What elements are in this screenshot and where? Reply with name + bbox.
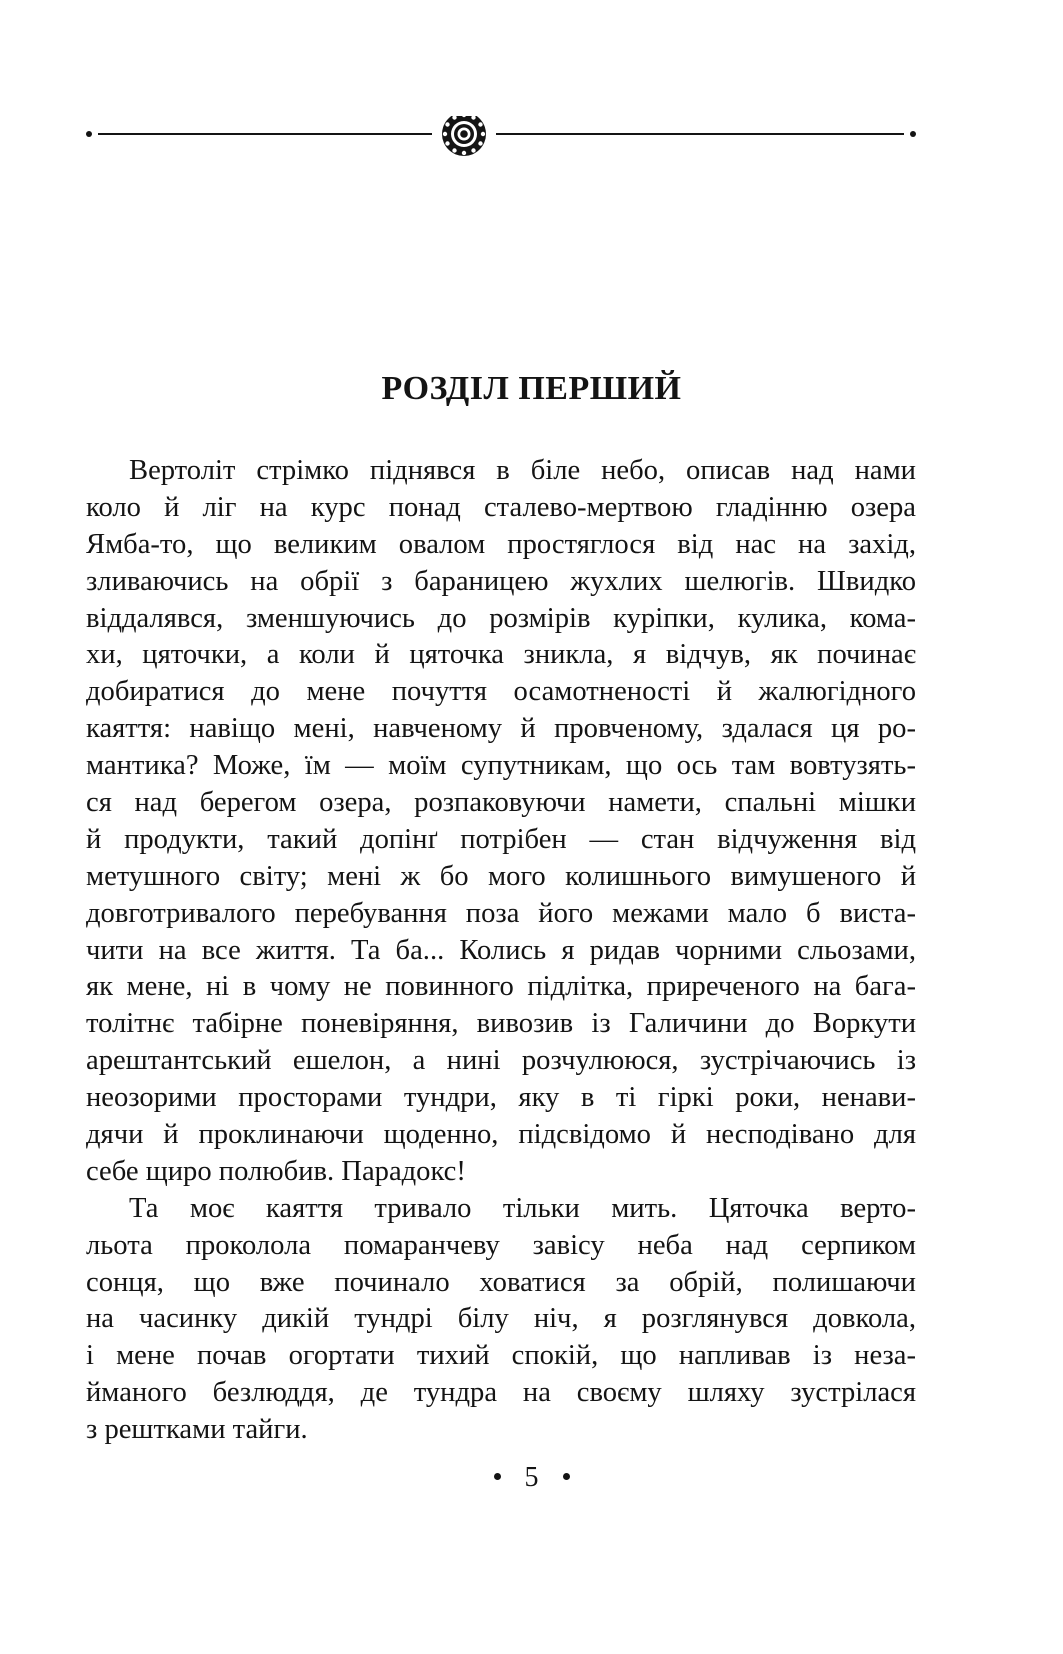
ornament-right-dot — [910, 131, 916, 137]
text-line: Та моє каяття тривало тільки мить. Цяточка верто- — [129, 1192, 916, 1224]
ornament-left-dot — [86, 131, 92, 137]
text-line: Ямба-то, що великим овалом простяглося від нас на захід, — [86, 528, 916, 560]
text-line: метушного світу; мені ж бо мого колишнього вимушеного й — [86, 860, 916, 892]
text-line: льота проколола помаранчеву завісу неба над серпиком — [86, 1229, 916, 1261]
page-number: 5 — [524, 1462, 539, 1493]
text-line: Вертоліт стрімко піднявся в біле небо, описав над нами — [129, 455, 916, 486]
text-line: хи, цяточки, а коли й цяточка зникла, я відчув, як починає — [86, 639, 916, 671]
text-line: дячи й проклинаючи щоденно, підсвідомо й несподівано для — [86, 1119, 916, 1151]
paragraph — [86, 453, 916, 1191]
text-line: і мене почав огортати тихий спокій, що напливав із неза- — [86, 1340, 916, 1372]
header-ornament — [86, 116, 916, 168]
text-line: йманого безлюддя, де тундра на своєму шляху зустрілася — [86, 1377, 916, 1409]
sunflower-rosette-icon — [442, 116, 486, 156]
text-line: віддалявся, зменшуючись до розмірів куріпки, кулика, кома- — [86, 602, 916, 634]
text-line: коло й ліг на курс понад сталево-мертвою гладінню озера — [86, 491, 916, 523]
text-line: зливаючись на обрії з бараницею жухлих шелюгів. Швидко — [86, 565, 916, 597]
text-line: довготривалого перебування поза його межами мало б виста- — [86, 897, 916, 929]
chapter-body — [86, 453, 916, 1449]
footer-left-dot — [494, 1473, 501, 1480]
footer-right-dot — [563, 1473, 570, 1480]
text-line: на часинку дикій тундрі білу ніч, я розглянувся довкола, — [86, 1303, 916, 1335]
text-line: сонця, що вже починало ховатися за обрій, полишаючи — [86, 1266, 916, 1298]
text-line: себе щиро полюбив. Парадокс! — [86, 1155, 466, 1187]
paragraph — [86, 1191, 916, 1449]
text-line: як мене, ні в чому не повинного підлітка, приреченого на бага- — [86, 971, 916, 1003]
text-line: арештантський ешелон, а нині розчулююся, зустрічаючись із — [86, 1045, 916, 1077]
chapter-title: РОЗДІЛ ПЕРШИЙ — [381, 370, 682, 407]
text-line: чити на все життя. Та ба... Колись я ридав чорними сльозами, — [86, 934, 916, 966]
text-line: добиратися до мене почуття осамотненості й жалюгідного — [86, 676, 916, 708]
text-line: каяття: навіщо мені, навченому й провченому, здалася ця ро- — [86, 713, 916, 745]
text-line: й продукти, такий допінґ потрібен — стан відчуження від — [86, 823, 916, 855]
text-line: з рештками тайги. — [86, 1414, 308, 1446]
page-footer — [0, 1462, 1063, 1494]
text-line: мантика? Може, їм — моїм супутникам, що ось там вовтузять- — [86, 750, 916, 782]
text-line: толітнє табірне поневіряння, вивозив із Галичини до Воркути — [86, 1008, 916, 1040]
text-line: неозорими просторами тундри, яку в ті гіркі роки, ненави- — [86, 1082, 916, 1114]
text-line: ся над берегом озера, розпаковуючи намети, спальні мішки — [86, 787, 916, 819]
